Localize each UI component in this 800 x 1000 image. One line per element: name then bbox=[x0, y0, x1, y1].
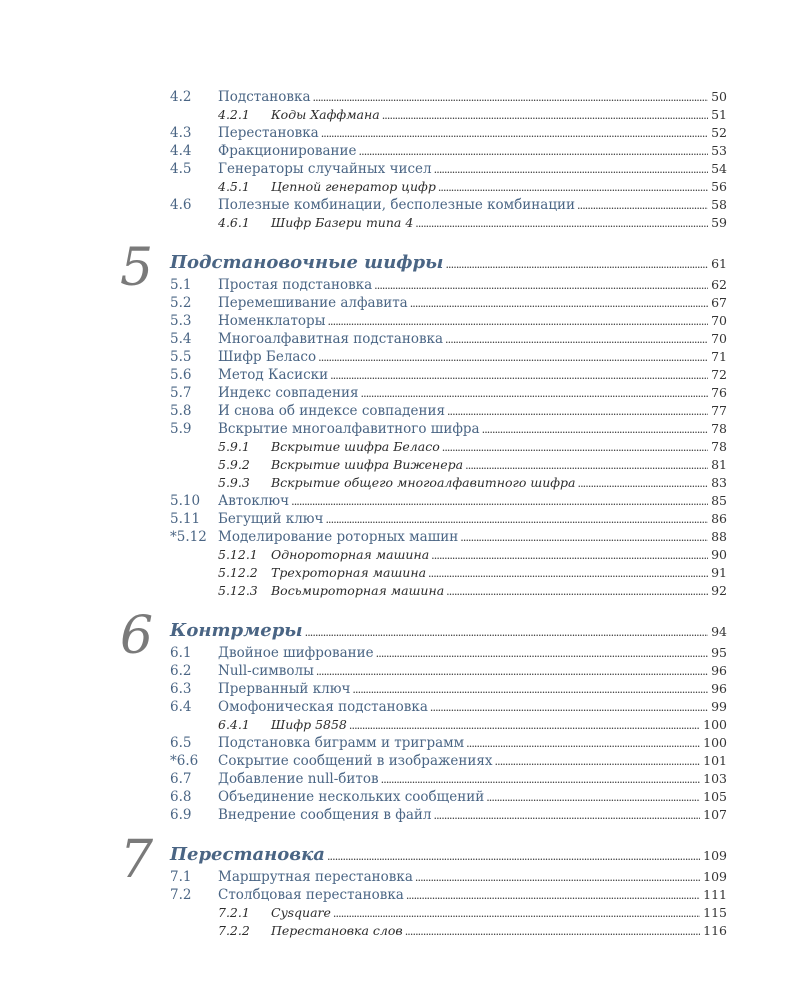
section-title: Бегущий ключ bbox=[218, 511, 324, 527]
section-title: Шифр 5858 bbox=[271, 717, 347, 732]
section-title: Автоключ bbox=[218, 493, 290, 509]
page-number: 58 bbox=[711, 197, 727, 212]
toc-section-entry[interactable] bbox=[0, 330, 800, 348]
section-title: Простая подстановка bbox=[218, 277, 373, 293]
dot-leader bbox=[405, 922, 700, 941]
toc-section-entry[interactable] bbox=[0, 510, 800, 528]
page-number: 109 bbox=[703, 848, 727, 863]
page-number: 95 bbox=[711, 645, 727, 660]
toc-section-entry[interactable] bbox=[0, 420, 800, 438]
page-number: 70 bbox=[711, 313, 727, 328]
entry-leader bbox=[218, 886, 727, 905]
dot-leader bbox=[465, 456, 708, 475]
page-number: 94 bbox=[711, 624, 727, 639]
dot-leader bbox=[495, 752, 701, 771]
section-number: 7.2.2 bbox=[218, 923, 250, 938]
dot-leader bbox=[434, 160, 708, 179]
section-number: 5.8 bbox=[170, 403, 192, 419]
section-title: И снова об индексе совпадения bbox=[218, 403, 445, 419]
dot-leader bbox=[381, 770, 701, 789]
section-number: *5.12 bbox=[170, 529, 207, 545]
chapter-number: 5 bbox=[120, 238, 154, 298]
toc-subsection-entry[interactable] bbox=[0, 716, 800, 734]
section-number: 4.2 bbox=[170, 89, 192, 105]
section-number: 5.4 bbox=[170, 331, 192, 347]
toc-section-entry[interactable] bbox=[0, 528, 800, 546]
section-number: 6.2 bbox=[170, 663, 192, 679]
toc-subsection-entry[interactable] bbox=[0, 456, 800, 474]
dot-leader bbox=[352, 680, 708, 699]
section-number: 7.2.1 bbox=[218, 905, 250, 920]
toc-subsection-entry[interactable] bbox=[0, 564, 800, 582]
entry-leader bbox=[218, 160, 727, 179]
section-number: *6.6 bbox=[170, 753, 199, 769]
section-title: Перестановка bbox=[218, 125, 319, 141]
section-number: 7.2 bbox=[170, 887, 192, 903]
section-number: 4.6.1 bbox=[218, 215, 250, 230]
entry-leader bbox=[218, 698, 727, 717]
section-number: 4.3 bbox=[170, 125, 192, 141]
entry-leader bbox=[271, 546, 727, 565]
page-number: 100 bbox=[703, 735, 727, 750]
page-number: 59 bbox=[711, 215, 727, 230]
page-number: 81 bbox=[711, 457, 727, 472]
section-number: 6.9 bbox=[170, 807, 192, 823]
section-title: Однороторная машина bbox=[271, 547, 430, 562]
dot-leader bbox=[325, 510, 708, 529]
page-number: 85 bbox=[711, 493, 727, 508]
dot-leader bbox=[316, 662, 708, 681]
entry-leader bbox=[218, 348, 727, 367]
page-number: 61 bbox=[711, 256, 727, 271]
page-number: 83 bbox=[711, 475, 727, 490]
page-number: 88 bbox=[711, 529, 727, 544]
section-number: 5.9.3 bbox=[218, 475, 250, 490]
page-number: 103 bbox=[703, 771, 727, 786]
section-number: 6.3 bbox=[170, 681, 192, 697]
entry-leader bbox=[218, 88, 727, 107]
dot-leader bbox=[382, 106, 708, 125]
entry-leader bbox=[170, 252, 727, 273]
page-number: 54 bbox=[711, 161, 727, 176]
dot-leader bbox=[374, 276, 708, 295]
dot-leader bbox=[460, 528, 708, 547]
toc-subsection-entry[interactable] bbox=[0, 438, 800, 456]
section-title: Вскрытие общего многоалфавитного шифра bbox=[271, 475, 576, 490]
chapter-title: Подстановочные шифры bbox=[170, 252, 444, 273]
toc-section-entry[interactable] bbox=[0, 662, 800, 680]
toc-subsection-entry[interactable] bbox=[0, 904, 800, 922]
section-title: Шифр Беласо bbox=[218, 349, 317, 365]
dot-leader bbox=[466, 734, 700, 753]
dot-leader bbox=[431, 546, 708, 565]
section-number: 6.1 bbox=[170, 645, 192, 661]
page-number: 78 bbox=[711, 439, 727, 454]
section-title: Многоалфавитная подстановка bbox=[218, 331, 444, 347]
section-number: 4.5 bbox=[170, 161, 192, 177]
entry-leader bbox=[271, 564, 727, 583]
entry-leader bbox=[218, 528, 727, 547]
section-title: Коды Хаффмана bbox=[271, 107, 380, 122]
entry-leader bbox=[170, 620, 727, 641]
dot-leader bbox=[442, 438, 708, 457]
page-number: 52 bbox=[711, 125, 727, 140]
page-number: 53 bbox=[711, 143, 727, 158]
page-number: 116 bbox=[703, 923, 727, 938]
page-number: 91 bbox=[711, 565, 727, 580]
section-title: Вскрытие шифра Беласо bbox=[271, 439, 440, 454]
entry-leader bbox=[218, 510, 727, 529]
page-number: 92 bbox=[711, 583, 727, 598]
page-number: 78 bbox=[711, 421, 727, 436]
dot-leader bbox=[291, 492, 708, 511]
section-number: 5.10 bbox=[170, 493, 201, 509]
section-number: 5.5 bbox=[170, 349, 192, 365]
chapter-title: Контрмеры bbox=[170, 620, 303, 641]
entry-leader bbox=[218, 142, 727, 161]
section-title: Номенклаторы bbox=[218, 313, 326, 329]
dot-leader bbox=[486, 788, 700, 807]
entry-leader bbox=[218, 868, 727, 887]
toc-section-entry[interactable] bbox=[0, 124, 800, 142]
section-title: Null-символы bbox=[218, 663, 314, 679]
entry-leader bbox=[218, 366, 727, 385]
dot-leader bbox=[430, 698, 708, 717]
entry-leader bbox=[218, 330, 727, 349]
page-number: 109 bbox=[703, 869, 727, 884]
page-number: 96 bbox=[711, 681, 727, 696]
chapter-block bbox=[0, 606, 800, 824]
toc-section-entry[interactable] bbox=[0, 886, 800, 904]
entry-leader bbox=[271, 474, 727, 493]
entry-leader bbox=[271, 214, 727, 233]
entry-leader bbox=[271, 922, 727, 941]
page-number: 107 bbox=[703, 807, 727, 822]
section-number: 5.9.1 bbox=[218, 439, 250, 454]
page-number: 77 bbox=[711, 403, 727, 418]
toc-subsection-entry[interactable] bbox=[0, 474, 800, 492]
page-number: 72 bbox=[711, 367, 727, 382]
section-number: 5.2 bbox=[170, 295, 192, 311]
entry-leader bbox=[218, 294, 727, 313]
section-title: Индекс совпадения bbox=[218, 385, 359, 401]
entry-leader bbox=[218, 276, 727, 295]
toc-section-entry[interactable] bbox=[0, 492, 800, 510]
page-number: 70 bbox=[711, 331, 727, 346]
section-number: 6.7 bbox=[170, 771, 192, 787]
entry-leader bbox=[271, 106, 727, 125]
chapter-number: 6 bbox=[120, 606, 154, 666]
section-number: 6.8 bbox=[170, 789, 192, 805]
section-title: Столбцовая перестановка bbox=[218, 887, 404, 903]
section-title: Фракционирование bbox=[218, 143, 357, 159]
dot-leader bbox=[578, 474, 709, 493]
toc-section-entry[interactable] bbox=[0, 868, 800, 886]
entry-leader bbox=[271, 438, 727, 457]
dot-leader bbox=[327, 312, 708, 331]
section-title: Генераторы случайных чисел bbox=[218, 161, 432, 177]
section-title: Подстановка биграмм и триграмм bbox=[218, 735, 465, 751]
section-number: 5.12.2 bbox=[218, 565, 258, 580]
dot-leader bbox=[445, 253, 708, 272]
entry-leader bbox=[218, 420, 727, 439]
section-title: Омофоническая подстановка bbox=[218, 699, 428, 715]
dot-leader bbox=[376, 644, 708, 663]
section-number: 5.9 bbox=[170, 421, 192, 437]
chapter-block bbox=[0, 830, 800, 940]
toc-section-entry[interactable] bbox=[0, 644, 800, 662]
chapter-number: 7 bbox=[120, 830, 154, 890]
toc-section-entry[interactable] bbox=[0, 276, 800, 294]
section-title: Метод Касиски bbox=[218, 367, 329, 383]
dot-leader bbox=[447, 402, 708, 421]
section-title: Вскрытие шифра Виженера bbox=[271, 457, 464, 472]
dot-leader bbox=[313, 88, 709, 107]
entry-leader bbox=[218, 752, 727, 771]
page-number: 105 bbox=[703, 789, 727, 804]
section-title: Двойное шифрование bbox=[218, 645, 374, 661]
toc-section-entry[interactable] bbox=[0, 384, 800, 402]
toc-section-entry[interactable] bbox=[0, 770, 800, 788]
dot-leader bbox=[482, 420, 708, 439]
entry-leader bbox=[271, 716, 727, 735]
toc-subsection-entry[interactable] bbox=[0, 582, 800, 600]
dot-leader bbox=[321, 124, 708, 143]
entry-leader bbox=[271, 456, 727, 475]
section-number: 6.4 bbox=[170, 699, 192, 715]
dot-leader bbox=[415, 214, 708, 233]
dot-leader bbox=[577, 196, 708, 215]
page-number: 90 bbox=[711, 547, 727, 562]
section-number: 4.5.1 bbox=[218, 179, 250, 194]
dot-leader bbox=[438, 178, 708, 197]
section-title: Подстановка bbox=[218, 89, 311, 105]
toc-subsection-entry[interactable] bbox=[0, 178, 800, 196]
dot-leader bbox=[333, 904, 700, 923]
dot-leader bbox=[446, 582, 708, 601]
section-title: Шифр Базери типа 4 bbox=[271, 215, 414, 230]
toc-section-entry[interactable] bbox=[0, 142, 800, 160]
page-number: 111 bbox=[703, 887, 727, 902]
dot-leader bbox=[361, 384, 709, 403]
toc-subsection-entry[interactable] bbox=[0, 106, 800, 124]
section-title: Цепной генератор цифр bbox=[271, 179, 436, 194]
section-title: Восьмироторная машина bbox=[271, 583, 445, 598]
toc-section-entry[interactable] bbox=[0, 680, 800, 698]
page-number: 50 bbox=[711, 89, 727, 104]
dot-leader bbox=[305, 621, 708, 640]
toc-section-entry[interactable] bbox=[0, 698, 800, 716]
page-number: 67 bbox=[711, 295, 727, 310]
section-number: 6.4.1 bbox=[218, 717, 250, 732]
section-number: 4.6 bbox=[170, 197, 192, 213]
chapter-block bbox=[0, 238, 800, 600]
section-title: Внедрение сообщения в файл bbox=[218, 807, 432, 823]
section-number: 6.5 bbox=[170, 735, 192, 751]
section-title: Перемешивание алфавита bbox=[218, 295, 408, 311]
page-number: 56 bbox=[711, 179, 727, 194]
entry-leader bbox=[218, 196, 727, 215]
toc-section-entry[interactable] bbox=[0, 752, 800, 770]
section-title: Прерванный ключ bbox=[218, 681, 351, 697]
entry-leader bbox=[218, 644, 727, 663]
section-title: Сокрытие сообщений в изображениях bbox=[218, 753, 493, 769]
section-title: Вскрытие многоалфавитного шифра bbox=[218, 421, 480, 437]
page-number: 100 bbox=[703, 717, 727, 732]
section-number: 5.12.1 bbox=[218, 547, 258, 562]
section-number: 5.11 bbox=[170, 511, 201, 527]
page-number: 71 bbox=[711, 349, 727, 364]
toc-subsection-entry[interactable] bbox=[0, 922, 800, 940]
toc-section-entry[interactable] bbox=[0, 806, 800, 824]
entry-leader bbox=[218, 788, 727, 807]
page-number: 62 bbox=[711, 277, 727, 292]
entry-leader bbox=[271, 904, 727, 923]
page-number: 115 bbox=[703, 905, 727, 920]
section-title: Маршрутная перестановка bbox=[218, 869, 413, 885]
section-number: 7.1 bbox=[170, 869, 192, 885]
toc-subsection-entry[interactable] bbox=[0, 546, 800, 564]
entry-leader bbox=[218, 312, 727, 331]
dot-leader bbox=[406, 886, 700, 905]
toc-section-entry[interactable] bbox=[0, 348, 800, 366]
section-number: 5.3 bbox=[170, 313, 192, 329]
section-number: 5.12.3 bbox=[218, 583, 258, 598]
section-number: 5.9.2 bbox=[218, 457, 250, 472]
section-title: Добавление null-битов bbox=[218, 771, 379, 787]
section-title: Трехроторная машина bbox=[271, 565, 427, 580]
dot-leader bbox=[410, 294, 708, 313]
section-title: Полезные комбинации, бесполезные комбинации bbox=[218, 197, 576, 213]
section-title: Объединение нескольких сообщений bbox=[218, 789, 485, 805]
section-number: 5.6 bbox=[170, 367, 192, 383]
entry-leader bbox=[218, 402, 727, 421]
entry-leader bbox=[218, 124, 727, 143]
entry-leader bbox=[218, 770, 727, 789]
page-number: 99 bbox=[711, 699, 727, 714]
dot-leader bbox=[428, 564, 708, 583]
page-number: 51 bbox=[711, 107, 727, 122]
section-title: Моделирование роторных машин bbox=[218, 529, 459, 545]
dot-leader bbox=[349, 716, 700, 735]
toc-section-entry[interactable] bbox=[0, 160, 800, 178]
dot-leader bbox=[415, 868, 700, 887]
dot-leader bbox=[327, 845, 700, 864]
dot-leader bbox=[434, 806, 701, 825]
page-number: 96 bbox=[711, 663, 727, 678]
section-number: 4.2.1 bbox=[218, 107, 250, 122]
toc-section-entry[interactable] bbox=[0, 196, 800, 214]
toc-section-entry[interactable] bbox=[0, 402, 800, 420]
table-of-contents bbox=[0, 88, 800, 940]
toc-subsection-entry[interactable] bbox=[0, 214, 800, 232]
toc-section-entry[interactable] bbox=[0, 312, 800, 330]
toc-section-entry[interactable] bbox=[0, 366, 800, 384]
dot-leader bbox=[318, 348, 708, 367]
entry-leader bbox=[218, 662, 727, 681]
dot-leader bbox=[330, 366, 708, 385]
section-number: 5.1 bbox=[170, 277, 192, 293]
entry-leader bbox=[218, 734, 727, 753]
toc-section-entry[interactable] bbox=[0, 294, 800, 312]
entry-leader bbox=[218, 680, 727, 699]
entry-leader bbox=[218, 806, 727, 825]
entry-leader bbox=[271, 582, 727, 601]
dot-leader bbox=[445, 330, 708, 349]
page-number: 76 bbox=[711, 385, 727, 400]
section-number: 5.7 bbox=[170, 385, 192, 401]
entry-leader bbox=[218, 384, 727, 403]
page-number: 101 bbox=[703, 753, 727, 768]
page-number: 86 bbox=[711, 511, 727, 526]
section-title: Перестановка слов bbox=[271, 923, 403, 938]
chapter-title: Перестановка bbox=[170, 844, 325, 865]
toc-section-entry[interactable] bbox=[0, 788, 800, 806]
section-title: Cysquare bbox=[271, 905, 331, 920]
entry-leader bbox=[170, 844, 727, 865]
entry-leader bbox=[218, 492, 727, 511]
section-number: 4.4 bbox=[170, 143, 192, 159]
dot-leader bbox=[359, 142, 709, 161]
entry-leader bbox=[271, 178, 727, 197]
toc-section-entry[interactable] bbox=[0, 734, 800, 752]
toc-section-entry[interactable] bbox=[0, 88, 800, 106]
